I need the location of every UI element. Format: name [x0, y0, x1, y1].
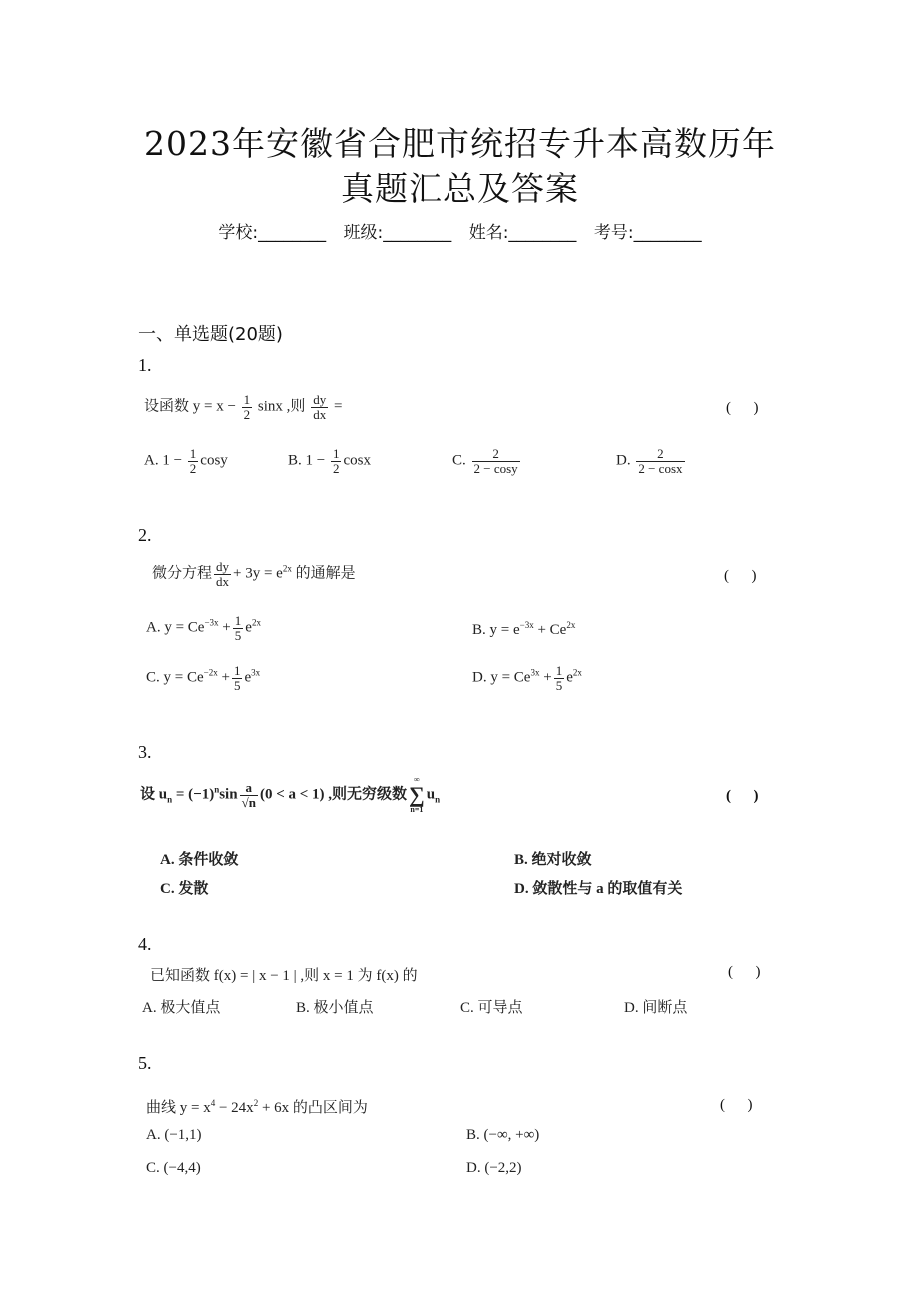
frac-denominator: 5	[233, 677, 241, 693]
question-3-stem	[140, 776, 440, 814]
option-text: +	[539, 669, 552, 686]
student-info-fields	[0, 218, 920, 243]
frac-numerator: dy	[313, 392, 327, 407]
option-text: e	[244, 669, 252, 686]
exponent: −3x	[519, 620, 534, 630]
exponent: 3x	[251, 667, 261, 678]
answer-bracket: ( )	[724, 568, 757, 584]
answer-bracket: ( )	[726, 400, 759, 416]
q2-option-d	[472, 664, 582, 692]
option-text: e	[245, 619, 252, 636]
option-text: D.	[616, 452, 631, 469]
option-fraction	[233, 614, 244, 642]
option-text: cosx	[343, 452, 371, 469]
summation-symbol	[409, 776, 425, 814]
question-1-number: 1.	[138, 355, 152, 375]
frac-numerator: 1	[332, 446, 340, 461]
question-5-stem	[146, 1096, 368, 1117]
frac-denominator: 5	[234, 627, 242, 643]
q2-stem-part: + 3y = e	[233, 565, 283, 582]
q3-stem-part: 设 u	[140, 786, 168, 803]
q3-option-a: A. 条件收敛	[160, 852, 239, 868]
option-text: cosy	[200, 452, 228, 469]
answer-bracket: ( )	[728, 964, 761, 980]
option-text: A. 1 −	[144, 452, 183, 469]
q3-option-c: C. 发散	[160, 881, 209, 897]
frac-numerator: dy	[216, 559, 230, 574]
question-4-stem: 已知函数 f(x) = | x − 1 | ,则 x = 1 为 f(x) 的	[150, 968, 418, 984]
exponent: −2x	[203, 667, 218, 678]
frac-denominator: 2	[189, 460, 197, 476]
q3-fraction	[240, 781, 258, 809]
option-text: +	[218, 619, 231, 636]
answer-bracket: ( )	[720, 1097, 753, 1113]
frac-denominator: 2	[243, 406, 251, 422]
exponent: 2x	[251, 617, 261, 628]
option-text: e	[566, 669, 573, 686]
option-text: A. y = Ce	[146, 619, 205, 636]
option-text: +	[217, 669, 230, 686]
exam-number-field: 考号:________	[593, 223, 702, 243]
sum-sign: ∑	[409, 782, 425, 807]
q2-stem-part: 微分方程	[152, 565, 213, 582]
q2-option-c	[146, 664, 260, 692]
option-fraction	[232, 664, 243, 692]
q5-stem-part: − 24x	[215, 1100, 254, 1116]
q3-stem-part: = (−1)	[172, 786, 215, 803]
question-2-stem	[152, 560, 356, 588]
option-text: C. y = Ce	[146, 669, 204, 686]
q2-stem-part: 的通解是	[291, 565, 356, 582]
q4-option-d: D. 间断点	[624, 1000, 688, 1016]
subscript: n	[167, 794, 173, 805]
option-text: C.	[452, 452, 466, 469]
q5-stem-part: 曲线 y = x	[146, 1100, 211, 1116]
frac-numerator: a	[240, 781, 258, 796]
option-fraction	[331, 447, 342, 475]
q1-option-a	[144, 447, 228, 475]
option-fraction	[472, 447, 520, 475]
exponent: −3x	[204, 617, 219, 628]
school-field: 学校:________	[218, 223, 327, 243]
q1-stem-part: sinx ,则	[257, 398, 306, 415]
q5-option-c: C. (−4,4)	[146, 1160, 201, 1176]
sum-lower-limit: n=1	[410, 805, 424, 814]
question-1-stem	[144, 393, 342, 421]
option-text: B. y = e	[472, 622, 520, 638]
q4-option-b: B. 极小值点	[296, 1000, 374, 1016]
q1-option-d	[616, 447, 687, 475]
exponent: 2x	[566, 620, 576, 630]
frac-numerator: 1	[233, 663, 241, 678]
section-heading: 一、单选题(20题)	[138, 324, 283, 345]
exponent: 2	[253, 1098, 259, 1108]
q5-option-d: D. (−2,2)	[466, 1160, 522, 1176]
frac-numerator: 1	[243, 392, 251, 407]
option-fraction	[554, 664, 565, 692]
frac-denominator: 2 − cosy	[473, 460, 518, 476]
q2-fraction-dydx	[214, 560, 231, 588]
sum-upper-limit: ∞	[414, 775, 420, 784]
frac-numerator: 1	[234, 613, 242, 628]
frac-denominator: 2	[332, 460, 340, 476]
frac-denominator: √n	[241, 794, 256, 810]
frac-numerator: 1	[189, 446, 197, 461]
exponent: 3x	[530, 667, 540, 678]
q5-option-a: A. (−1,1)	[146, 1127, 202, 1143]
document-title-line2: 真题汇总及答案	[341, 169, 579, 208]
q1-stem-part: 设函数 y = x −	[144, 398, 236, 415]
q1-fraction-half	[242, 393, 253, 421]
frac-numerator: 1	[555, 663, 563, 678]
q4-option-c: C. 可导点	[460, 1000, 523, 1016]
class-field: 班级:________	[343, 223, 452, 243]
name-field: 姓名:________	[468, 223, 577, 243]
option-fraction	[636, 447, 684, 475]
exponent: 4	[210, 1098, 216, 1108]
question-3-number: 3.	[138, 742, 152, 762]
q4-option-a: A. 极大值点	[142, 1000, 221, 1016]
question-5-number: 5.	[138, 1053, 152, 1073]
question-2-number: 2.	[138, 525, 152, 545]
frac-numerator: 2	[472, 447, 520, 462]
frac-numerator: 2	[636, 447, 684, 462]
exponent: n	[214, 784, 220, 795]
frac-denominator: dx	[216, 573, 230, 589]
q1-option-c	[452, 447, 522, 475]
q3-stem-part: u	[426, 786, 436, 803]
frac-denominator: 2 − cosx	[638, 460, 683, 476]
document-title-line1: 2023年安徽省合肥市统招专升本高数历年	[144, 124, 776, 163]
exponent: 2x	[572, 667, 582, 678]
option-text: B. 1 −	[288, 452, 326, 469]
q5-option-b: B. (−∞, +∞)	[466, 1127, 540, 1143]
option-text: D. y = Ce	[472, 669, 531, 686]
q2-option-a	[146, 614, 261, 642]
option-fraction	[188, 447, 199, 475]
q3-stem-part: (0 < a < 1) ,则无穷级数	[259, 786, 408, 803]
subscript: n	[435, 794, 441, 805]
q3-option-b: B. 绝对收敛	[514, 852, 592, 868]
question-4-number: 4.	[138, 934, 152, 954]
answer-bracket: ( )	[726, 788, 759, 804]
q1-fraction-dydx	[311, 393, 328, 421]
q1-stem-part: =	[333, 398, 343, 415]
frac-denominator: 5	[555, 677, 563, 693]
frac-denominator: dx	[313, 406, 327, 422]
option-text: + Ce	[533, 622, 567, 638]
q3-stem-part: sin	[219, 786, 238, 803]
q1-option-b	[288, 447, 371, 475]
q5-stem-part: + 6x 的凸区间为	[258, 1100, 368, 1116]
exponent: 2x	[282, 563, 292, 574]
q2-option-b	[472, 620, 575, 639]
q3-option-d: D. 敛散性与 a 的取值有关	[514, 881, 683, 897]
